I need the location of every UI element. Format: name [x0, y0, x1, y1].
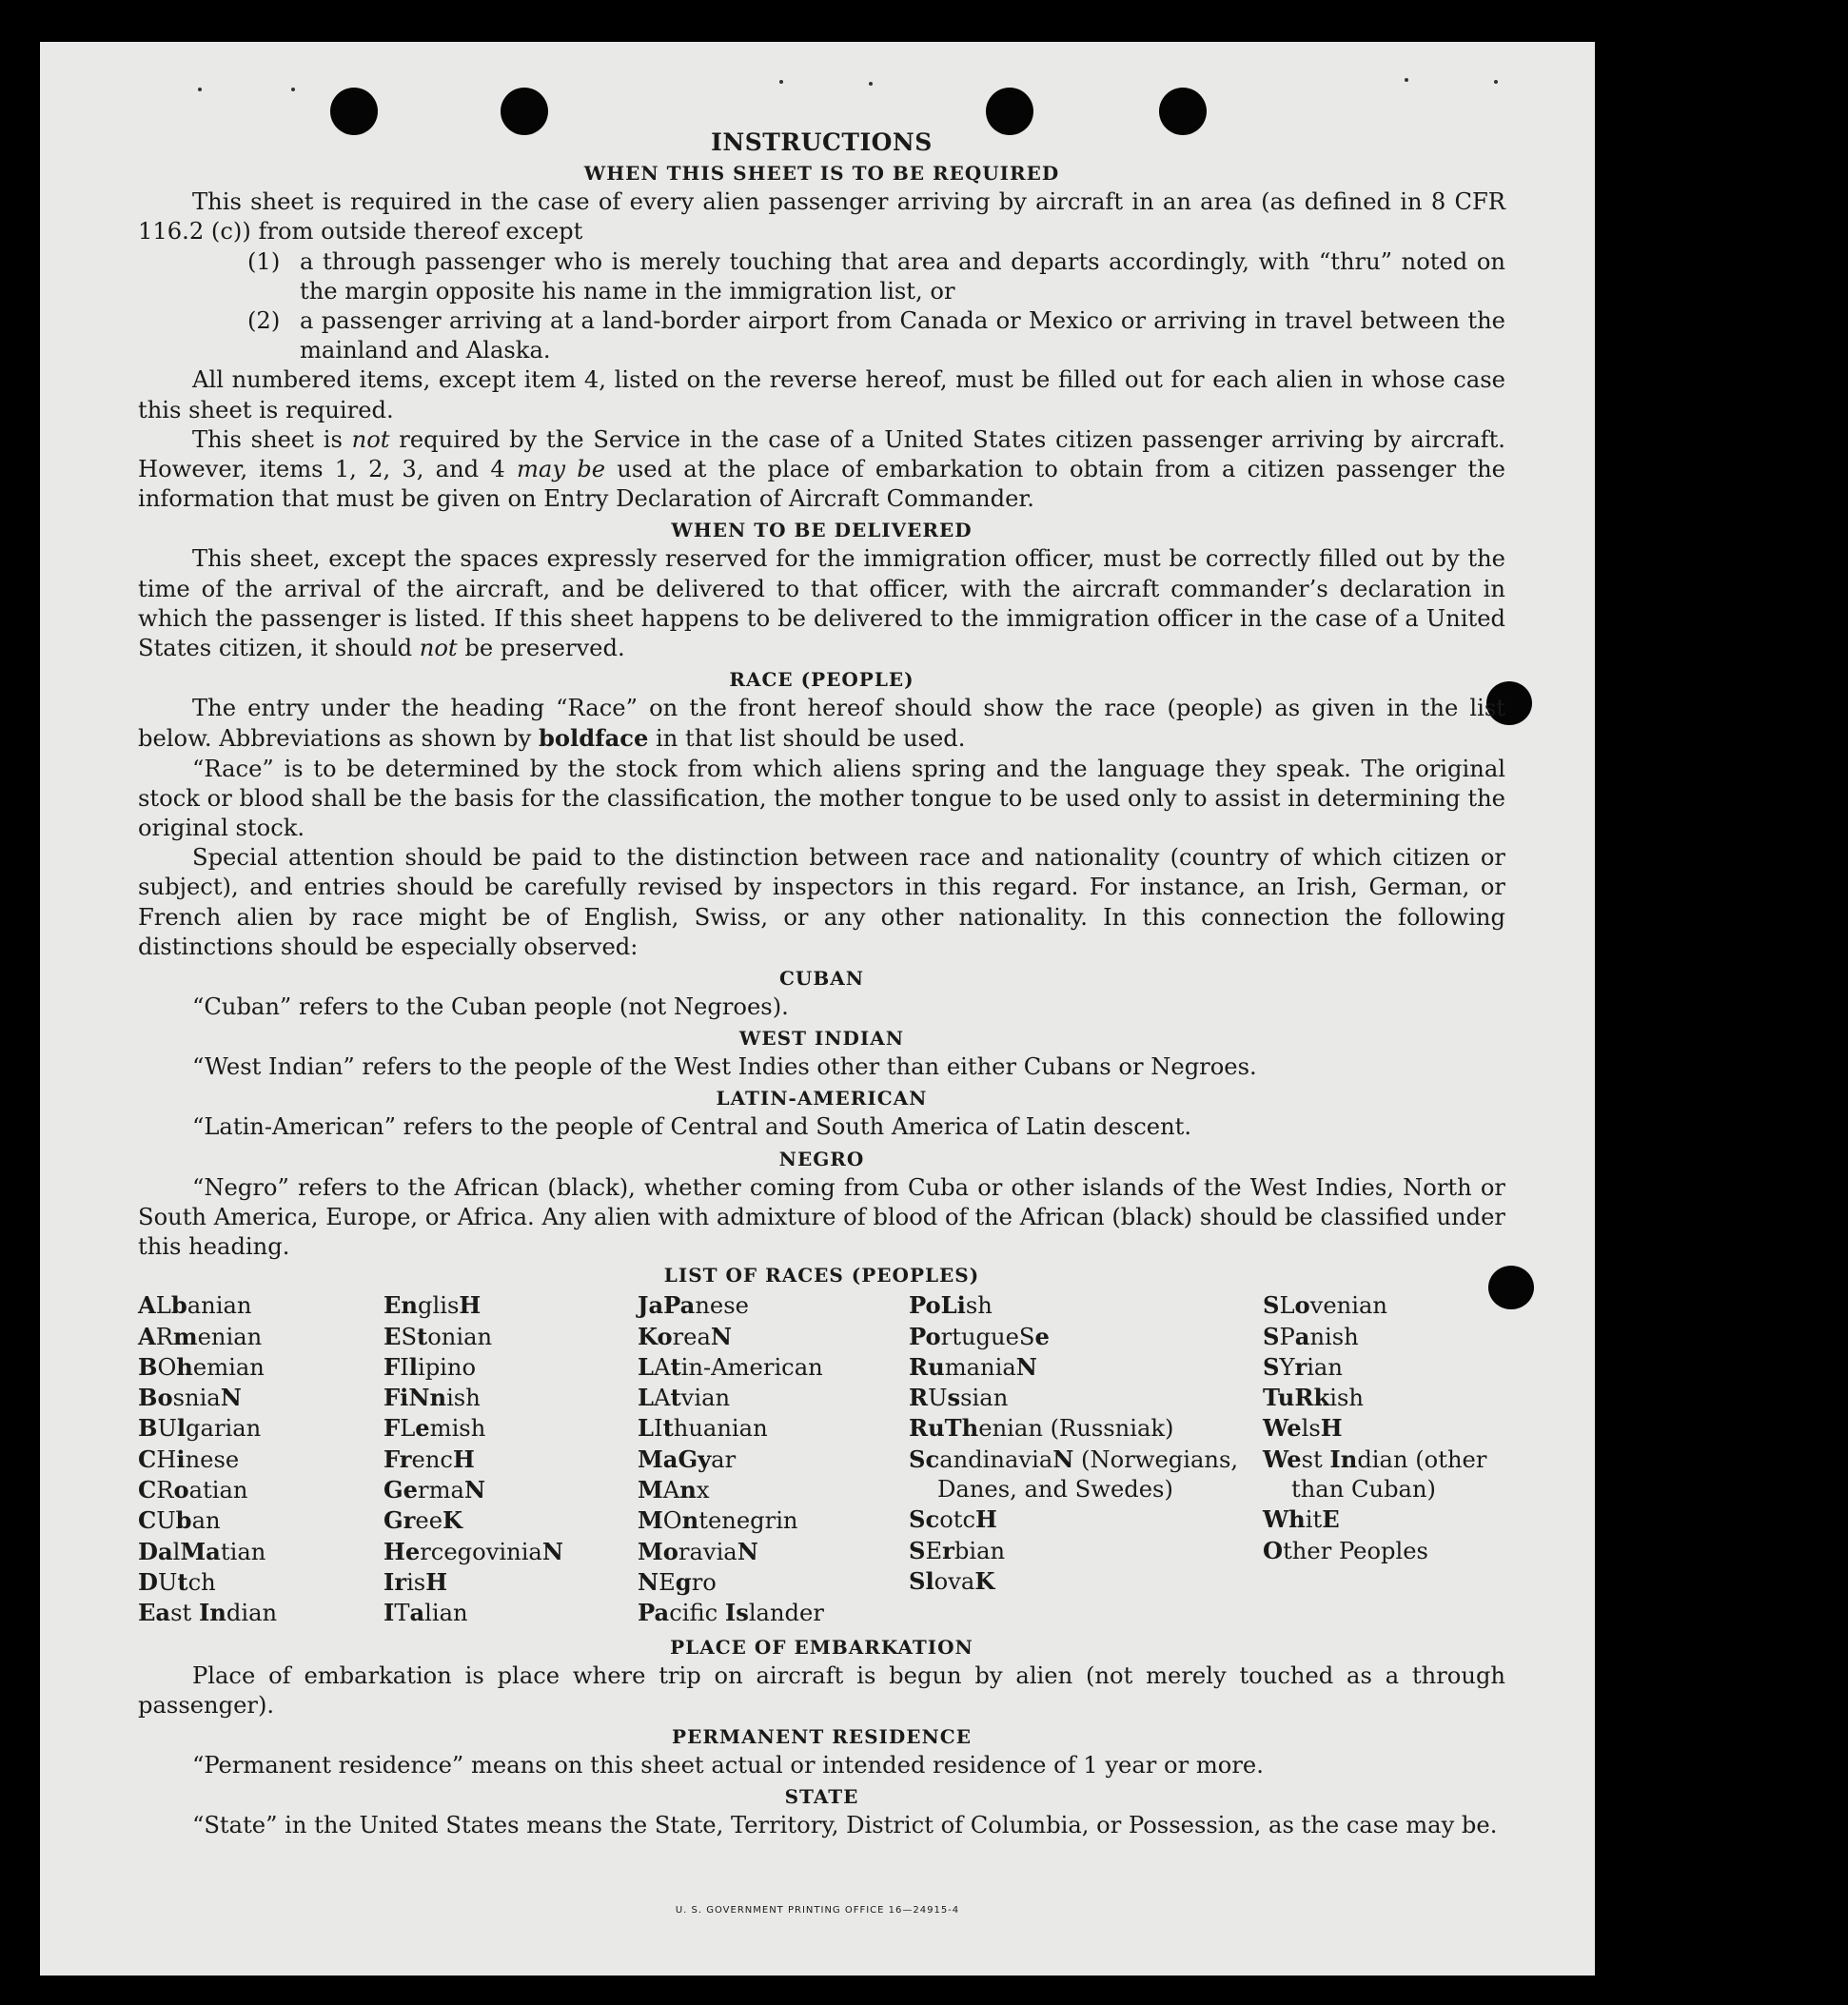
paragraph	[138, 694, 1505, 754]
page-title: INSTRUCTIONS	[711, 128, 933, 156]
list-item	[247, 247, 1505, 306]
race-entry: ARmenian	[138, 1322, 263, 1350]
races-column	[638, 1290, 909, 1628]
race-entry: SPanish	[1263, 1322, 1359, 1350]
race-entry: SlovaK	[909, 1566, 995, 1595]
race-entry: KoreaN	[638, 1322, 733, 1350]
race-entry: FIlipino	[383, 1352, 477, 1381]
race-entry: CHinese	[138, 1445, 240, 1473]
paragraph: “Permanent residence” means on this sheet actual or intended residence of 1 year or more.	[192, 1751, 1264, 1779]
text-run: in that list should be used.	[648, 725, 966, 753]
section-heading: CUBAN	[778, 967, 865, 991]
race-entry: FLemish	[383, 1414, 486, 1443]
race-entry: ALbanian	[138, 1291, 252, 1320]
race-entry: SLovenian	[1263, 1291, 1387, 1320]
text-run: used at the place of embarkation to obtain from a citizen passenger the information that must be given on Entry Declaration of Aircraft Commander.	[138, 456, 1505, 513]
race-entry: CRoatian	[138, 1476, 248, 1504]
section-heading: NEGRO	[778, 1147, 865, 1170]
race-entry: NEgro	[638, 1567, 717, 1596]
section-heading: WEST INDIAN	[738, 1027, 905, 1051]
race-entry: ScotcH	[909, 1505, 997, 1534]
race-entry: Other Peoples	[1263, 1536, 1428, 1564]
speck	[869, 82, 873, 86]
paragraph: Place of embarkation is place where trip on aircraft is begun by alien (not merely touched as a through passenger).	[138, 1661, 1505, 1719]
paragraph: “Negro” refers to the African (black), whether coming from Cuba or other islands of the West Indies, North or South America, Europe, or Africa. Any alien with admixture of blood of the African (black) should be classified under this heading.	[138, 1173, 1505, 1261]
race-entry: PortugueSe	[909, 1322, 1050, 1350]
race-entry: Pacific Islander	[638, 1599, 824, 1627]
paragraph	[138, 544, 1505, 663]
race-entry: RuThenian (Russniak)	[909, 1414, 1174, 1443]
text-run: be preserved.	[457, 635, 625, 662]
paragraph: “Race” is to be determined by the stock from which aliens spring and the language they speak. The original stock or blood shall be the basis for the classification, the mother tongue to be used only to assist in determining the original stock.	[138, 755, 1505, 842]
race-entry: SYrian	[1263, 1352, 1343, 1381]
section-heading: PLACE OF EMBARKATION	[670, 1635, 973, 1659]
speck	[1405, 78, 1408, 82]
emphasis: not	[419, 635, 458, 662]
paragraph: “Cuban” refers to the Cuban people (not Negroes).	[192, 993, 789, 1021]
race-entry: ITalian	[383, 1599, 468, 1627]
section-heading: WHEN THIS SHEET IS TO BE REQUIRED	[583, 162, 1060, 186]
race-entry: MOntenegrin	[638, 1506, 798, 1535]
list-text: a through passenger who is merely touching that area and departs accordingly, with “thru” noted on the margin opposite his name in the immigration list, or	[300, 247, 1505, 305]
race-entry: MoraviaN	[638, 1537, 758, 1565]
emphasis: not	[351, 425, 390, 453]
list-item	[247, 306, 1505, 365]
text-run: The entry under the heading “Race” on the front hereof should show the race (people) as given in the list below. Abbreviations as shown by	[138, 695, 1505, 753]
race-entry: West Indian (other than Cuban)	[1263, 1445, 1487, 1504]
speck	[1494, 80, 1498, 84]
paragraph	[138, 425, 1505, 515]
race-entry: GermaN	[383, 1476, 486, 1504]
race-entry: HercegoviniaN	[383, 1537, 563, 1565]
race-entry: LIthuanian	[638, 1414, 768, 1443]
races-column	[1263, 1290, 1505, 1628]
race-entry: TuRkish	[1263, 1384, 1364, 1412]
races-column	[383, 1290, 638, 1628]
list-number: (1)	[247, 247, 281, 275]
speck	[779, 80, 783, 84]
paragraph: All numbered items, except item 4, listed on the reverse hereof, must be filled out for each alien in whose case this sheet is required.	[138, 366, 1505, 423]
race-entry: CUban	[138, 1506, 221, 1535]
race-entry: LAtvian	[638, 1384, 731, 1412]
list-text: a passenger arriving at a land-border airport from Canada or Mexico or arriving in travel between the mainland and Alaska.	[300, 307, 1505, 364]
race-entry: EnglisH	[383, 1291, 482, 1320]
section-heading: LATIN-AMERICAN	[716, 1087, 928, 1111]
race-entry: RUssian	[909, 1384, 1009, 1412]
race-entry: WelsH	[1263, 1414, 1343, 1443]
race-entry: EStonian	[383, 1322, 493, 1350]
emphasis: may be	[517, 456, 606, 483]
text-run: This sheet, except the spaces expressly reserved for the immigration officer, must be correctly filled out by the time of the arrival of the aircraft, and be delivered to that officer, with the aircraft commander’s declaration in which the passenger is listed. If this sheet happens to be delivered to the immigration officer in the case of a United States citizen, it should	[138, 545, 1505, 662]
race-entry: MaGyar	[638, 1445, 737, 1473]
paragraph: “Latin-American” refers to the people of Central and South America of Latin descent.	[192, 1113, 1192, 1141]
section-heading: WHEN TO BE DELIVERED	[671, 519, 973, 542]
race-entry: WhitE	[1263, 1505, 1340, 1534]
race-entry: PoLish	[909, 1291, 993, 1320]
race-entry: JaPanese	[638, 1291, 749, 1320]
race-entry: DalMatian	[138, 1537, 266, 1565]
document-page	[40, 42, 1595, 1976]
section-heading: PERMANENT RESIDENCE	[672, 1724, 972, 1748]
races-list	[138, 1290, 1505, 1628]
race-entry: BOhemian	[138, 1352, 265, 1381]
bold-word: boldface	[539, 724, 649, 753]
race-entry: East Indian	[138, 1599, 278, 1627]
race-entry: IrisH	[383, 1567, 448, 1596]
section-heading: LIST OF RACES (PEOPLES)	[663, 1264, 980, 1288]
paragraph: Special attention should be paid to the distinction between race and nationality (country of which citizen or subject), and entries should be carefully revised by inspectors in this regard. For instance, an Irish, German, or French alien by race might be of English, Swiss, or any other nationality. In this connection the following distinctions should be especially observed:	[138, 844, 1505, 960]
paragraph: “State” in the United States means the State, Territory, District of Columbia, or Possession, as the case may be.	[192, 1812, 1498, 1839]
race-entry: DUtch	[138, 1567, 216, 1596]
race-entry: LAtin-American	[638, 1352, 823, 1381]
section-heading: STATE	[784, 1785, 859, 1809]
paragraph: “West Indian” refers to the people of the West Indies other than either Cubans or Negroes.	[192, 1053, 1257, 1081]
race-entry: ScandinaviaN (Norwegians, Danes, and Swedes)	[909, 1445, 1239, 1504]
races-column	[909, 1290, 1263, 1628]
race-entry: FiNnish	[383, 1384, 481, 1412]
printer-imprint: U. S. GOVERNMENT PRINTING OFFICE 16—24915-4	[675, 1905, 960, 1916]
race-entry: RumaniaN	[909, 1352, 1037, 1381]
race-entry: GreeK	[383, 1506, 463, 1535]
list-number: (2)	[247, 307, 281, 335]
section-heading: RACE (PEOPLE)	[729, 668, 914, 692]
race-entry: MAnx	[638, 1476, 710, 1504]
races-column	[138, 1290, 383, 1628]
text-run: required by the Service in the case of a United States citizen passenger arriving by aircraft. However, items 1, 2, 3, and 4	[138, 425, 1505, 483]
race-entry: FrencH	[383, 1445, 475, 1473]
text-run: This sheet is	[192, 425, 352, 453]
instructions-text	[138, 128, 1505, 1840]
paragraph: This sheet is required in the case of every alien passenger arriving by aircraft in an area (as defined in 8 CFR 116.2 (c)) from outside thereof except	[138, 188, 1505, 246]
speck	[198, 88, 202, 91]
speck	[291, 88, 295, 91]
race-entry: SErbian	[909, 1536, 1006, 1564]
race-entry: BUlgarian	[138, 1414, 262, 1443]
race-entry: BosniaN	[138, 1384, 242, 1412]
